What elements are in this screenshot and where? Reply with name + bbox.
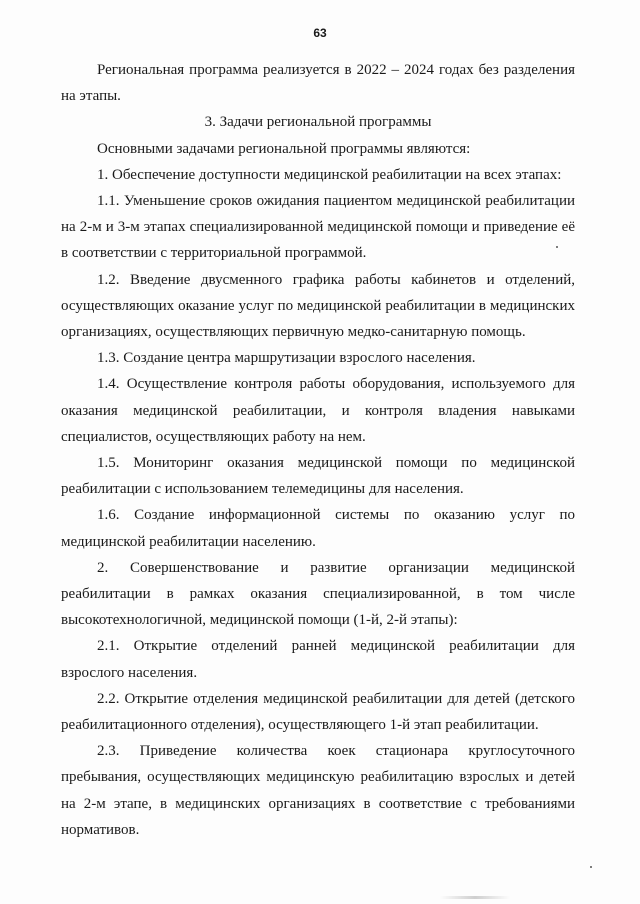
paragraph-task-1-3: 1.3. Создание центра маршрутизации взрослого населения.: [97, 350, 476, 367]
paragraph-task-2: 2. Совершенствование и развитие организации медицинской реабилитации в рамках оказания специализированной, в том числе высокотехнологичной, медицинской помощи (1-й, 2-й этапы):: [61, 559, 575, 629]
scan-speck: [556, 246, 558, 248]
paragraph-task-1-2: 1.2. Введение двусменного графика работы кабинетов и отделений, осуществляющих оказание услуг по медицинской реабилитации в медицинских организациях, осуществляющих первичную медко-санитарную помощь.: [61, 271, 575, 341]
scan-smudge: [440, 896, 510, 899]
page-body: [61, 57, 575, 843]
page-number: 63: [313, 26, 327, 40]
paragraph-task-1-6: 1.6. Создание информационной системы по оказанию услуг по медицинской реабилитации населению.: [61, 507, 575, 550]
paragraph-task-1-1: 1.1. Уменьшение сроков ожидания пациентом медицинской реабилитации на 2-м и 3-м этапах специализированной медицинской помощи и приведение её в соответствии с территориальной программой.: [61, 193, 575, 262]
paragraph-task-2-2: 2.2. Открытие отделения медицинской реабилитации для детей (детского реабилитационного отделения), осуществляющего 1-й этап реабилитации.: [61, 690, 575, 734]
section-heading: 3. Задачи региональной программы: [204, 114, 432, 131]
scan-speck: [590, 866, 592, 868]
paragraph-task-2-1: 2.1. Открытие отделений ранней медицинской реабилитации для взрослого населения.: [61, 638, 575, 681]
paragraph-task-1-4: 1.4. Осуществление контроля работы оборудования, используемого для оказания медицинской реабилитации, и контроля владения навыками специалистов, осуществляющих работу на нем.: [61, 376, 575, 445]
paragraph-task-1-5: 1.5. Мониторинг оказания медицинской помощи по медицинской реабилитации с использованием телемедицины для населения.: [61, 455, 575, 498]
paragraph-tasks-intro: Основными задачами региональной программы являются:: [97, 140, 471, 157]
paragraph-task-2-3: 2.3. Приведение количества коек стационара круглосуточного пребывания, осуществляющих медицинскую реабилитацию взрослых и детей на 2-м этапе, в медицинских организациях в соответствие с требованиями нормативов.: [61, 743, 575, 838]
paragraph-task-1: 1. Обеспечение доступности медицинской реабилитации на всех этапах:: [97, 166, 562, 183]
paragraph-program-period: Региональная программа реализуется в 2022 – 2024 годах без разделения на этапы.: [61, 62, 575, 105]
